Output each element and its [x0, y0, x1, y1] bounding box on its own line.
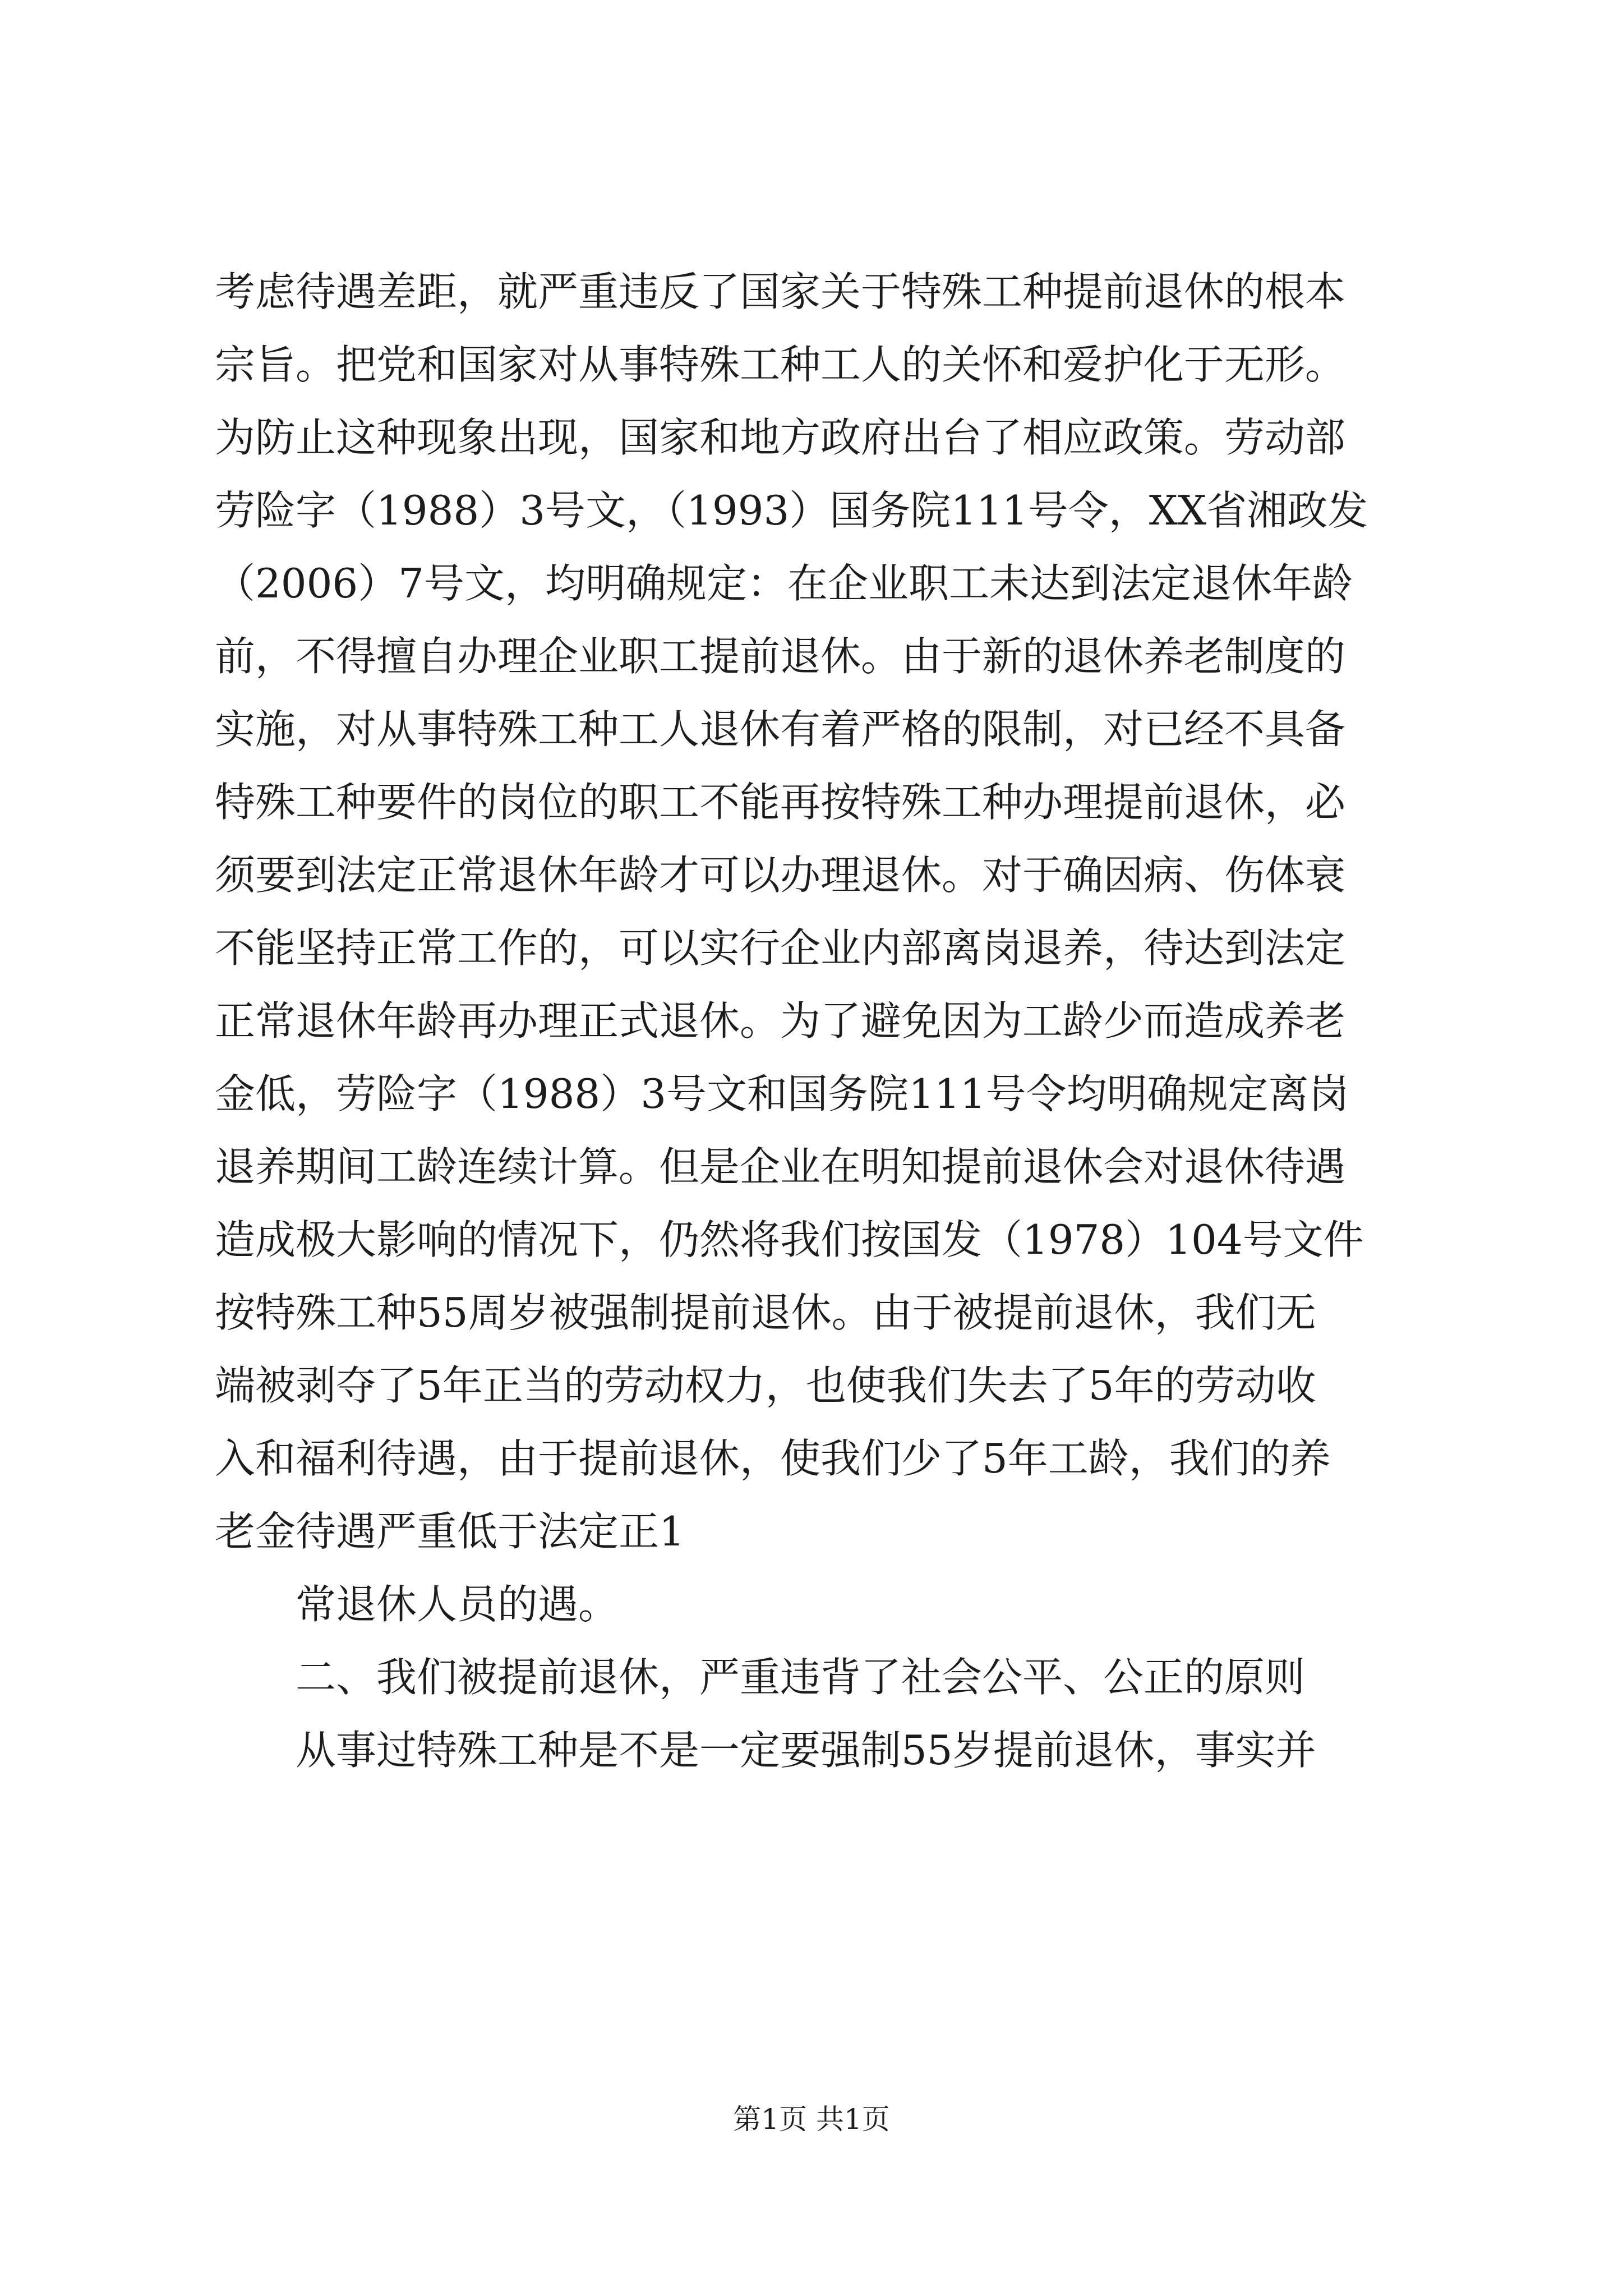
text-line: （2006）7号文，均明确规定：在企业职工未达到法定退休年龄 — [215, 560, 1353, 607]
text-line: 按特殊工种55周岁被强制提前退休。由于被提前退休，我们无 — [215, 1289, 1316, 1336]
text-line: 实施，对从事特殊工种工人退休有着严格的限制，对已经不具备 — [215, 706, 1346, 753]
text-line: 金低，劳险字（1988）3号文和国务院111号令均明确规定离岗 — [215, 1070, 1349, 1117]
text-line: 特殊工种要件的岗位的职工不能再按特殊工种办理提前退休，必 — [215, 779, 1346, 826]
text-line: 退养期间工龄连续计算。但是企业在明知提前退休会对退休待遇 — [215, 1143, 1346, 1190]
text-line: 须要到法定正常退休年龄才可以办理退休。对于确因病、伤体衰 — [215, 852, 1346, 899]
text-line: 常退休人员的遇。 — [296, 1581, 619, 1628]
text-line: 宗旨。把党和国家对从事特殊工种工人的关怀和爱护化于无形。 — [215, 341, 1346, 388]
text-line: 为防止这种现象出现，国家和地方政府出台了相应政策。劳动部 — [215, 414, 1346, 461]
text-line: 正常退休年龄再办理正式退休。为了避免因为工龄少而造成养老 — [215, 997, 1346, 1045]
text-line: 从事过特殊工种是不是一定要强制55岁提前退休，事实并 — [296, 1727, 1316, 1774]
page-footer: 第1页 共1页 — [733, 2103, 890, 2136]
text-line: 不能坚持正常工作的，可以实行企业内部离岗退养，待达到法定 — [215, 924, 1346, 972]
text-line: 考虑待遇差距，就严重违反了国家关于特殊工种提前退休的根本 — [215, 268, 1346, 315]
text-line: 造成极大影响的情况下，仍然将我们按国发（1978）104号文件 — [215, 1216, 1364, 1263]
text-line: 劳险字（1988）3号文，（1993）国务院111号令，XX省湘政发 — [215, 487, 1368, 534]
document-body — [215, 255, 1426, 1787]
text-line: 端被剥夺了5年正当的劳动权力，也使我们失去了5年的劳动收 — [215, 1362, 1316, 1409]
text-line: 入和福利待遇，由于提前退休，使我们少了5年工龄，我们的养 — [215, 1435, 1331, 1482]
text-line: 老金待遇严重低于法定正1 — [215, 1508, 685, 1555]
section-heading: 二、我们被提前退休，严重违背了社会公平、公正的原则 — [296, 1654, 1306, 1701]
text-line: 前，不得擅自办理企业职工提前退休。由于新的退休养老制度的 — [215, 633, 1346, 680]
